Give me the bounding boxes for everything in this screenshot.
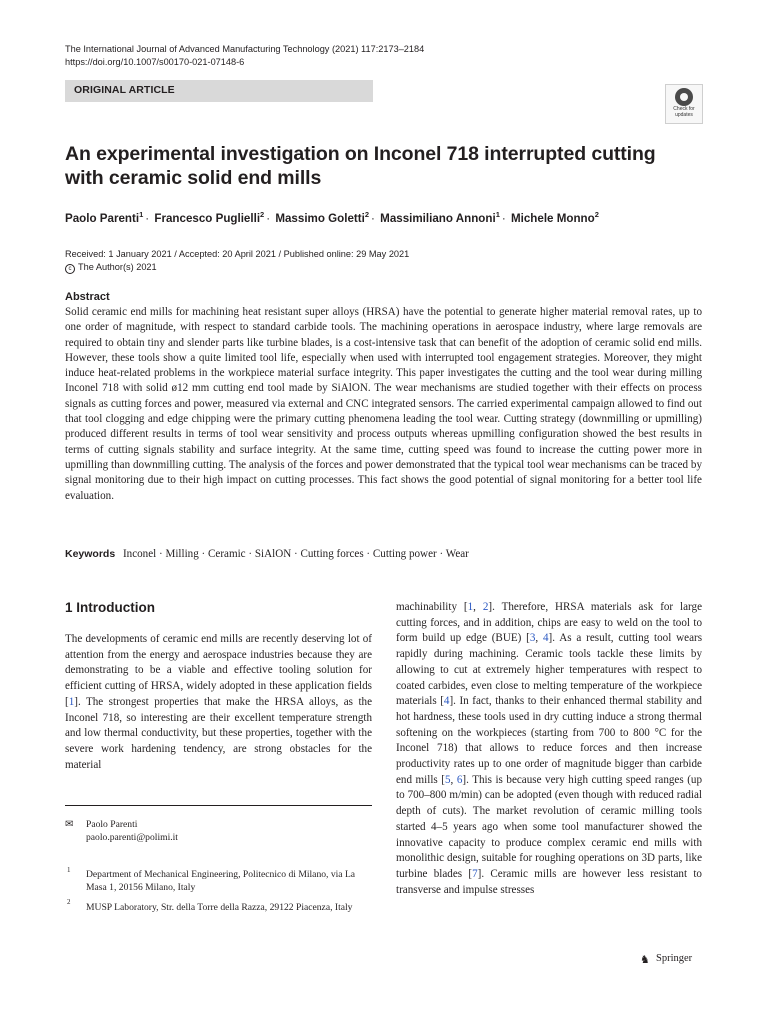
author-affiliation-mark: 2: [364, 210, 370, 219]
keywords-line: Keywords Inconel · Milling · Ceramic · SiAlON · Cutting forces · Cutting power · Wear: [65, 548, 469, 560]
citation-link[interactable]: 6: [456, 773, 463, 786]
keyword: Milling: [165, 548, 199, 560]
intro-left-column: The developments of ceramic end mills are recently deserving lot of attention from the energy and aerospace industries because they are demonstrating to be a viable and effective tooling solution for efficient cutting of HRSA, widely adopted in these application fields [1]. The strongest properties that make the HRSA alloys, as the Inconel 718, so interesting are their excellent temperature strength and low thermal conductivity, but these properties, together with the severe work hardening tendency, are strong obstacles for the material: [65, 633, 372, 771]
citation-link[interactable]: 1: [68, 695, 75, 708]
body-text: . The strongest properties that make the HRSA alloys, as the Inconel 718, so interesting are their excellent temperature strength and low thermal conductivity, but these properties, together with the severe work hardening tendency, are strong obstacles for the material: [65, 695, 372, 771]
author-affiliation-mark: 2: [260, 210, 265, 219]
keyword: Wear: [445, 548, 469, 560]
body-text: The developments of ceramic end mills are recently deserving lot of attention from the energy and aerospace industries because they are demonstrating to be a viable and effective tooling solution for efficient cutting of HRSA, widely adopted in these application fields: [65, 633, 372, 693]
author-affiliation-mark: 1: [139, 210, 144, 219]
check-for-updates-icon: [675, 88, 693, 106]
citation-link[interactable]: 1: [467, 601, 474, 613]
corresponding-author-name: Paolo Parenti: [86, 819, 138, 830]
article-type-banner: [65, 80, 373, 102]
section-heading-introduction: 1 Introduction: [65, 600, 155, 615]
check-for-updates-label: Check for updates: [673, 106, 695, 118]
corresponding-author-email[interactable]: paolo.parenti@polimi.it: [86, 832, 178, 843]
citation-link[interactable]: 3: [529, 632, 536, 645]
affiliation-2: MUSP Laboratory, Str. della Torre della Razza, 29122 Piacenza, Italy: [86, 902, 353, 913]
author-list: Paolo Parenti$^1$ · Francesco Puglielli$^2$ · Massimo Goletti$^2$ · Massimiliano Annoni$^1$ · Michele Monno$^2$: [65, 210, 599, 225]
author-name[interactable]: Michele Monno: [510, 212, 595, 225]
citation-link[interactable]: 7: [472, 867, 478, 880]
footnote-divider: [65, 805, 372, 806]
abstract-heading: Abstract: [65, 291, 110, 303]
citation-link[interactable]: 4: [443, 695, 450, 708]
affiliation-number: 1: [67, 866, 71, 874]
body-text: ]. Ceramic mills are however less resistant to transverse and impulse stresses: [396, 867, 702, 896]
body-text: ]. In fact, thanks to their enhanced thermal stability and hot hardness, these tools used in dry cutting induce a strong thermal softening on the workpieces (starting from 700 to 800 °C for the Inconel 718) that allows to reduce forces and then increase productivity rates up to one order of magnitude bigger than carbide end mills [: [396, 695, 702, 786]
body-text: ,: [450, 773, 457, 786]
affiliation-1: Department of Mechanical Engineering, Politecnico di Milano, via La Masa 1, 20156 Milano, Italy: [86, 869, 356, 893]
body-text: ]. As a result, cutting tool wears rapidly during machining. Ceramic tools tackle these limits by allowing to cut at extremely higher temperatures with respect to coated carbides, even close to melting temperature of the workpiece materials [: [396, 632, 703, 708]
citation-link[interactable]: 2: [482, 601, 489, 613]
doi-link[interactable]: https://doi.org/10.1007/s00170-021-07148-6: [65, 57, 245, 67]
publication-dates: Received: 1 January 2021 / Accepted: 20 April 2021 / Published online: 29 May 2021: [65, 249, 410, 259]
copyright-notice: [65, 261, 157, 274]
article-title: An experimental investigation on Inconel 718 interrupted cutting with ceramic solid end mills: [65, 143, 656, 189]
body-text: machinability [: [396, 601, 468, 613]
copyright-text: The Author(s) 2021: [78, 262, 157, 272]
body-text: ]. Therefore, HRSA materials ask for large cutting forces, and in addition, chips are easy to weld on the tool to form build up edge (BUE) [: [396, 601, 703, 645]
journal-citation: The International Journal of Advanced Manufacturing Technology (2021) 117:2173–2184: [65, 44, 425, 54]
author-affiliation-mark: 1: [495, 210, 500, 219]
keyword: Cutting power: [372, 548, 437, 560]
author-affiliation-mark: 2: [594, 210, 599, 219]
article-type-label: ORIGINAL ARTICLE: [74, 84, 175, 96]
keyword: Ceramic: [208, 548, 246, 560]
springer-horse-icon: ♞: [640, 954, 650, 966]
keyword: Cutting forces: [300, 548, 364, 560]
abstract-text: Solid ceramic end mills for machining heat resistant super alloys (HRSA) have the potential to generate higher material removal rates, up to one order of magnitude, with respect to standard carbide tools. The machining operations in aerospace industry, where large removals are required to obtain tiny and slender parts like turbine blades, is a cost-intensive task that can benefit of the adoption of ceramic solid end mills. However, these tools show a quite limited tool life, especially when used with interrupted tool engagement strategies. Moreover, they might induce heat-related problems in the workpiece material surface integrity. This paper investigates the cutting and the tool wear during milling Inconel 718 with solid ø12 mm cutting end tool made by SiAlON. The wear mechanisms are studied together with their effects on process signals as cutting forces and power, measured via external and CNC integrated sensors. The carried experimental campaign allowed to find out that tool clogging and edge chipping were the primary cutting phenomena leading the tool wear. Cutting strategy (downmilling or upmilling) produced different results in terms of tool wear sensitivity and process outputs whereas upmilling configuration showed the best results in terms of cutting signals stability and surface integrity. At the same time, cutting speed was found to increase the cutting power more in upmilling than downmilling cutting. The analysis of the forces and power demonstrated that the typical tool wear mechanisms can be traced by signal monitoring due to their high impact on cutting processes. This fact shows the good potential of signal monitoring for a better tool life evaluation.: [65, 306, 702, 502]
citation-link[interactable]: 4: [543, 632, 549, 645]
check-for-updates-badge[interactable]: [665, 84, 703, 124]
body-text: ,: [473, 601, 483, 613]
citation-link[interactable]: 5: [444, 773, 451, 786]
body-text: ]. This is because very high cutting speed ranges (up to 700–800 m/min) can be adopted (even though with reduced radial depth of cuts). The market revolution of ceramic milling tools started 4–5 years ago when some tool manufacturer showed the innovative capacity to produce complex ceramic end mills with monolithic design, suitable for roughing operations on 3D parts, like turbine blades [: [396, 773, 702, 880]
intro-right-column: [396, 600, 702, 898]
affiliation-number: 2: [67, 898, 71, 906]
keywords-label: Keywords: [65, 548, 116, 560]
envelope-icon: ✉: [65, 819, 74, 830]
open-access-icon: c: [65, 264, 75, 274]
publisher-logo-text: Springer: [656, 953, 693, 964]
keyword: Inconel: [122, 548, 157, 560]
author-name[interactable]: Paolo Parenti: [65, 212, 140, 225]
keyword: SiAlON: [254, 548, 292, 560]
author-name[interactable]: Francesco Puglielli: [154, 212, 261, 225]
author-name[interactable]: Massimiliano Annoni: [380, 212, 496, 225]
body-text: ,: [535, 632, 543, 645]
author-name[interactable]: Massimo Goletti: [275, 212, 365, 225]
